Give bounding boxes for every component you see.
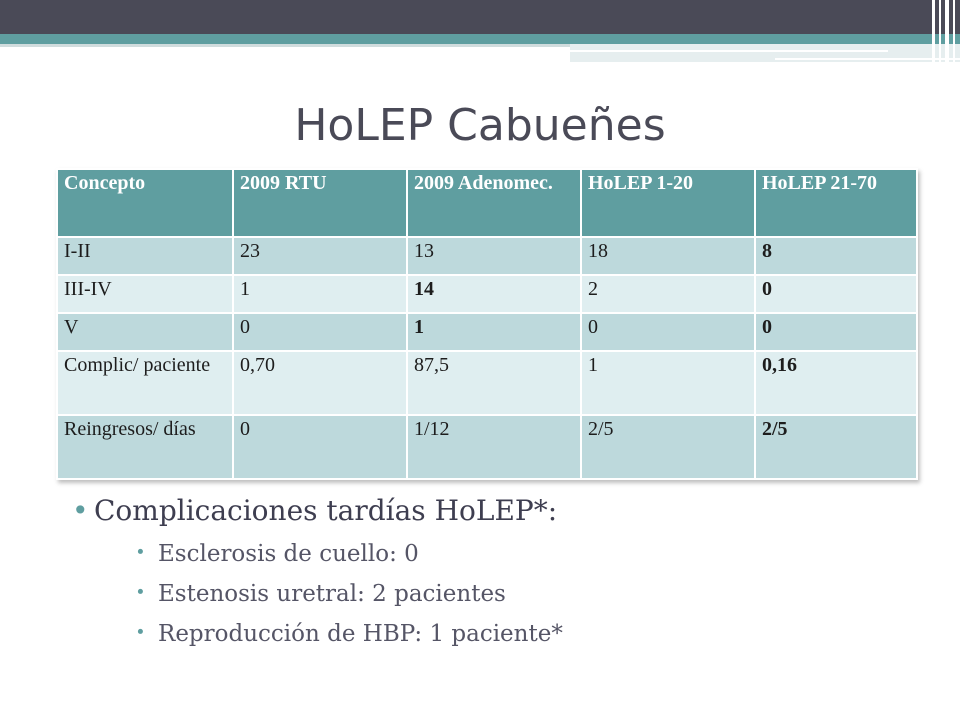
table-cell: 87,5 [407, 351, 581, 415]
table-cell: Complic/ paciente [57, 351, 233, 415]
table-cell: 14 [407, 275, 581, 313]
table-header-cell: 2009 Adenomec. [407, 169, 581, 237]
table-cell: 2 [581, 275, 755, 313]
table-cell: 1 [233, 275, 407, 313]
table-cell: 0,70 [233, 351, 407, 415]
banner-vertical-bars [930, 0, 960, 64]
bullet-dot-icon: • [72, 494, 89, 527]
sub-bullet-dot-icon: ∙ [136, 581, 145, 602]
banner-dark-band [0, 0, 960, 34]
table-header-cell: 2009 RTU [233, 169, 407, 237]
table-cell: V [57, 313, 233, 351]
table-cell: 23 [233, 237, 407, 275]
sub-bullet-dot-icon: ∙ [136, 541, 145, 562]
table-cell: 8 [755, 237, 917, 275]
table-cell: 1 [581, 351, 755, 415]
table-row [57, 237, 917, 275]
table-cell: 0 [233, 313, 407, 351]
sub-bullet-dot-icon: ∙ [136, 621, 145, 642]
results-table [56, 168, 918, 480]
slide-title: HoLEP Cabueñes [294, 100, 666, 151]
table-row [57, 415, 917, 479]
table-cell: I-II [57, 237, 233, 275]
bullet-item [72, 494, 932, 527]
sub-bullet-text: Esclerosis de cuello: 0 [158, 541, 419, 567]
table-cell: III-IV [57, 275, 233, 313]
sub-bullet-text: Estenosis uretral: 2 pacientes [158, 581, 506, 607]
bullet-list [72, 494, 932, 647]
table-cell: 2/5 [581, 415, 755, 479]
table-row [57, 351, 917, 415]
sub-bullet-item [136, 581, 932, 607]
table-cell: 0 [755, 313, 917, 351]
table-cell: Reingresos/ días [57, 415, 233, 479]
table-row [57, 275, 917, 313]
table-header-cell: HoLEP 21-70 [755, 169, 917, 237]
table-cell: 1 [407, 313, 581, 351]
table-cell: 1/12 [407, 415, 581, 479]
banner-teal-band [0, 34, 960, 44]
table-row [57, 313, 917, 351]
table-cell: 18 [581, 237, 755, 275]
table-cell: 2/5 [755, 415, 917, 479]
banner-stripe [570, 50, 888, 52]
table-header-cell: HoLEP 1-20 [581, 169, 755, 237]
table-cell: 0 [233, 415, 407, 479]
sub-bullet-text: Reproducción de HBP: 1 paciente* [158, 621, 563, 647]
table-cell: 0 [581, 313, 755, 351]
table-header-cell: Concepto [57, 169, 233, 237]
table-cell: 0,16 [755, 351, 917, 415]
table-cell: 13 [407, 237, 581, 275]
sub-bullet-item [136, 621, 932, 647]
table-cell: 0 [755, 275, 917, 313]
bullet-text: Complicaciones tardías HoLEP*: [94, 494, 558, 527]
sub-bullet-item [136, 541, 932, 567]
top-banner [0, 0, 960, 64]
banner-stripe [0, 44, 570, 47]
